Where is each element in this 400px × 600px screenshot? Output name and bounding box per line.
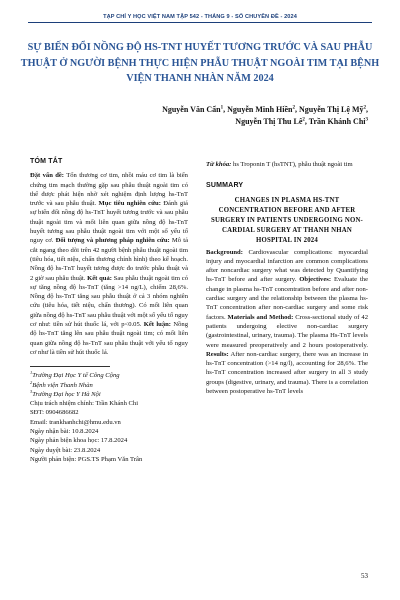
keywords-text: hs Troponin T (hsTNT), phẫu thuật ngoài tim (231, 161, 353, 168)
right-column (206, 157, 368, 396)
abstract-text: Tổn thương cơ tim, nhồi máu cơ tim là biến chứng tim mạch thường gặp sau phẫu thuật ngoài tim có thể được phát hiện nhờ xét nghiệm định lượng hs-TnT trước và sau phẫu thuật. (30, 172, 188, 208)
abstract-label: Background: (206, 248, 243, 256)
en-article-title: CHANGES IN PLASMA HS-TNT CONCENTRATION BEFORE AND AFTER SURGERY IN PATIENTS UNDERGOING NON-CARDIAL SURGERY AT THANH NHAN HOSPITAL IN 2024 (210, 196, 364, 244)
accepted-date: Ngày duyệt bài: 23.8.2024 (30, 446, 101, 454)
abstract-text: Cardiovascular complications: myocardial injury and myocardial infarction are common complications after noncardiac surgery what was detected by Quantifying hs-TnT before and after surgery. (206, 248, 368, 284)
left-column (30, 157, 188, 464)
abstract-text: After non-cardiac surgery, there was an increase in hs-TnT concentration (>14 ng/l), accounting for 28,6%. The hs-TnT concentration increased after surgery in all 3 study groups (digestive, urinary, and trauma). There is a correlation between postoperative hs-TnT levels (206, 350, 368, 396)
author-name: Nguyễn Thị Thu Lê (235, 117, 303, 126)
phone-number: SĐT: 0904686682 (30, 409, 79, 417)
abstract-text: Sau phẫu thuật ngoài tim có sự tăng nồng độ hs-TnT (tăng >14 ng/L), chiếm 28,6%. Nồng độ hs-TnT tăng sau phẫu thuật ở cả 3 nhóm nghiên cứu (tiêu hóa, tiết niệu, chấn thương). Có mối liên quan giữa nồng độ hs-TnT sau phẫu thuật với một số yếu tố nguy cơ như: tiền sử hút thuốc lá, với p<0.05. (30, 274, 188, 329)
affiliation-2: $^2$Bệnh viện Thanh Nhàn (30, 379, 93, 389)
affiliation-3: $^3$Trường Đại học Y Hà Nội (30, 388, 101, 398)
corresponding-author: Chịu trách nhiệm chính: Trần Khánh Chi (30, 400, 139, 408)
abstract-text: Evaluate the change in plasma hs-TnT concentration before and after non-cardiac surgery and the relationship between the plasma hs-TnT concentration after non-cardiac surgery and some risk factors. (206, 276, 368, 321)
abstract-text: Cross-sectional study of 42 patients undergoing elective non-cardiac surgery (gastrointestinal, urinary, trauma). The plasma Hs-TnT levels were measured preoperatively and 2 hours postoperatively. (206, 313, 369, 349)
header-divider (28, 22, 372, 23)
vn-abstract-heading: TÓM TẮT (30, 158, 63, 165)
author-affiliation-mark: 1 (220, 105, 224, 111)
author-affiliation-mark: 3 (365, 117, 368, 123)
abstract-label: Đối tượng và phương pháp nghiên cứu: (55, 237, 170, 245)
review-date: Ngày phản biện khoa học: 17.8.2024 (30, 437, 128, 445)
abstract-text: Đánh giá sự biến đổi nồng độ hs-TnT huyết tương trước và sau phẫu thuật ngoài tim và mối liên quan giữa nồng độ hs-TnT huyết tương sau phẫu thuật ngoài tim với một số yếu tố nguy cơ. (30, 200, 188, 245)
abstract-label: Results: (206, 350, 229, 358)
author-affiliation-mark: 2 (363, 105, 366, 111)
abstract-text: Mô tả cắt ngang theo dõi trên 42 người bệnh phẫu thuật ngoài tim (tiêu hóa, tiết niệu, chấn thương chỉnh hình) theo kế hoạch. Nồng độ hs-TnT huyết tương được đo trước phẫu thuật và 2 giờ sau phẫu thuật. (30, 237, 188, 282)
affiliation-divider (30, 366, 110, 367)
vn-abstract-body (30, 171, 188, 357)
abstract-label: Kết luận: (143, 321, 171, 329)
abstract-label: Objectives: (299, 276, 332, 284)
author-line-1: Nguyễn Văn Cẩn$^1$, Nguyễn Minh Hiền$^2$, Nguyễn Thị Lệ Mỹ$^2$, (162, 105, 368, 114)
en-abstract-body (206, 248, 368, 397)
journal-header: TẠP CHÍ Y HỌC VIỆT NAM TẬP 542 - THÁNG 9 - SỐ CHUYÊN ĐỀ - 2024 (103, 14, 297, 20)
author-line-2: Nguyễn Thị Thu $Lê^2$, Trần Khánh Chi$^3$ (235, 117, 368, 126)
author-affiliation-mark: 2 (302, 117, 305, 123)
abstract-label: Đặt vấn đề: (30, 172, 64, 180)
author-affiliation-mark: 2 (292, 105, 295, 111)
abstract-label: Materials and Method: (227, 313, 294, 321)
en-abstract-heading: SUMMARY (206, 182, 244, 190)
affiliation-1: $^1$Trường Đại Học Y tế Công Cộng (30, 370, 120, 380)
author-name: Trần Khánh Chi (308, 117, 366, 126)
received-date: Ngày nhận bài: 10.8.2024 (30, 428, 99, 436)
author-name: Nguyễn Minh Hiền (227, 105, 293, 114)
author-name: Nguyễn Thị Lệ Mỹ (298, 105, 364, 114)
keywords-label: Từ khóa: (206, 161, 232, 168)
abstract-label: Kết quả: (87, 274, 112, 282)
abstract-label: Mục tiêu nghiên cứu: (98, 200, 161, 208)
keywords (206, 160, 368, 169)
article-title: SỰ BIẾN ĐỔI NỒNG ĐỘ HS-TNT HUYẾT TƯƠNG TRƯỚC VÀ SAU PHẪU THUẬT Ở NGƯỜI BỆNH THỰC HIỆN PHẪU THUẬT NGOÀI TIM TẠI BỆNH VIỆN THANH NHÀN NĂM 2024 (20, 42, 380, 84)
author-name: Nguyễn Văn Cẩn (162, 105, 221, 114)
abstract-text: Nồng độ hs-TnT tăng lên sau phẫu thuật ngoài tim; có mối liên quan giữa nồng độ hs-TnT sau phẫu thuật với yếu tố nguy cơ như là tiền sử hút thuốc lá. (30, 321, 188, 356)
page-number: 53 (361, 572, 368, 580)
email-address: Email: trankhanhchi@hmu.edu.vn (30, 418, 121, 426)
author-list (88, 104, 368, 128)
reviewer-name: Người phản biện: PGS.TS Phạm Văn Trân (30, 455, 143, 463)
